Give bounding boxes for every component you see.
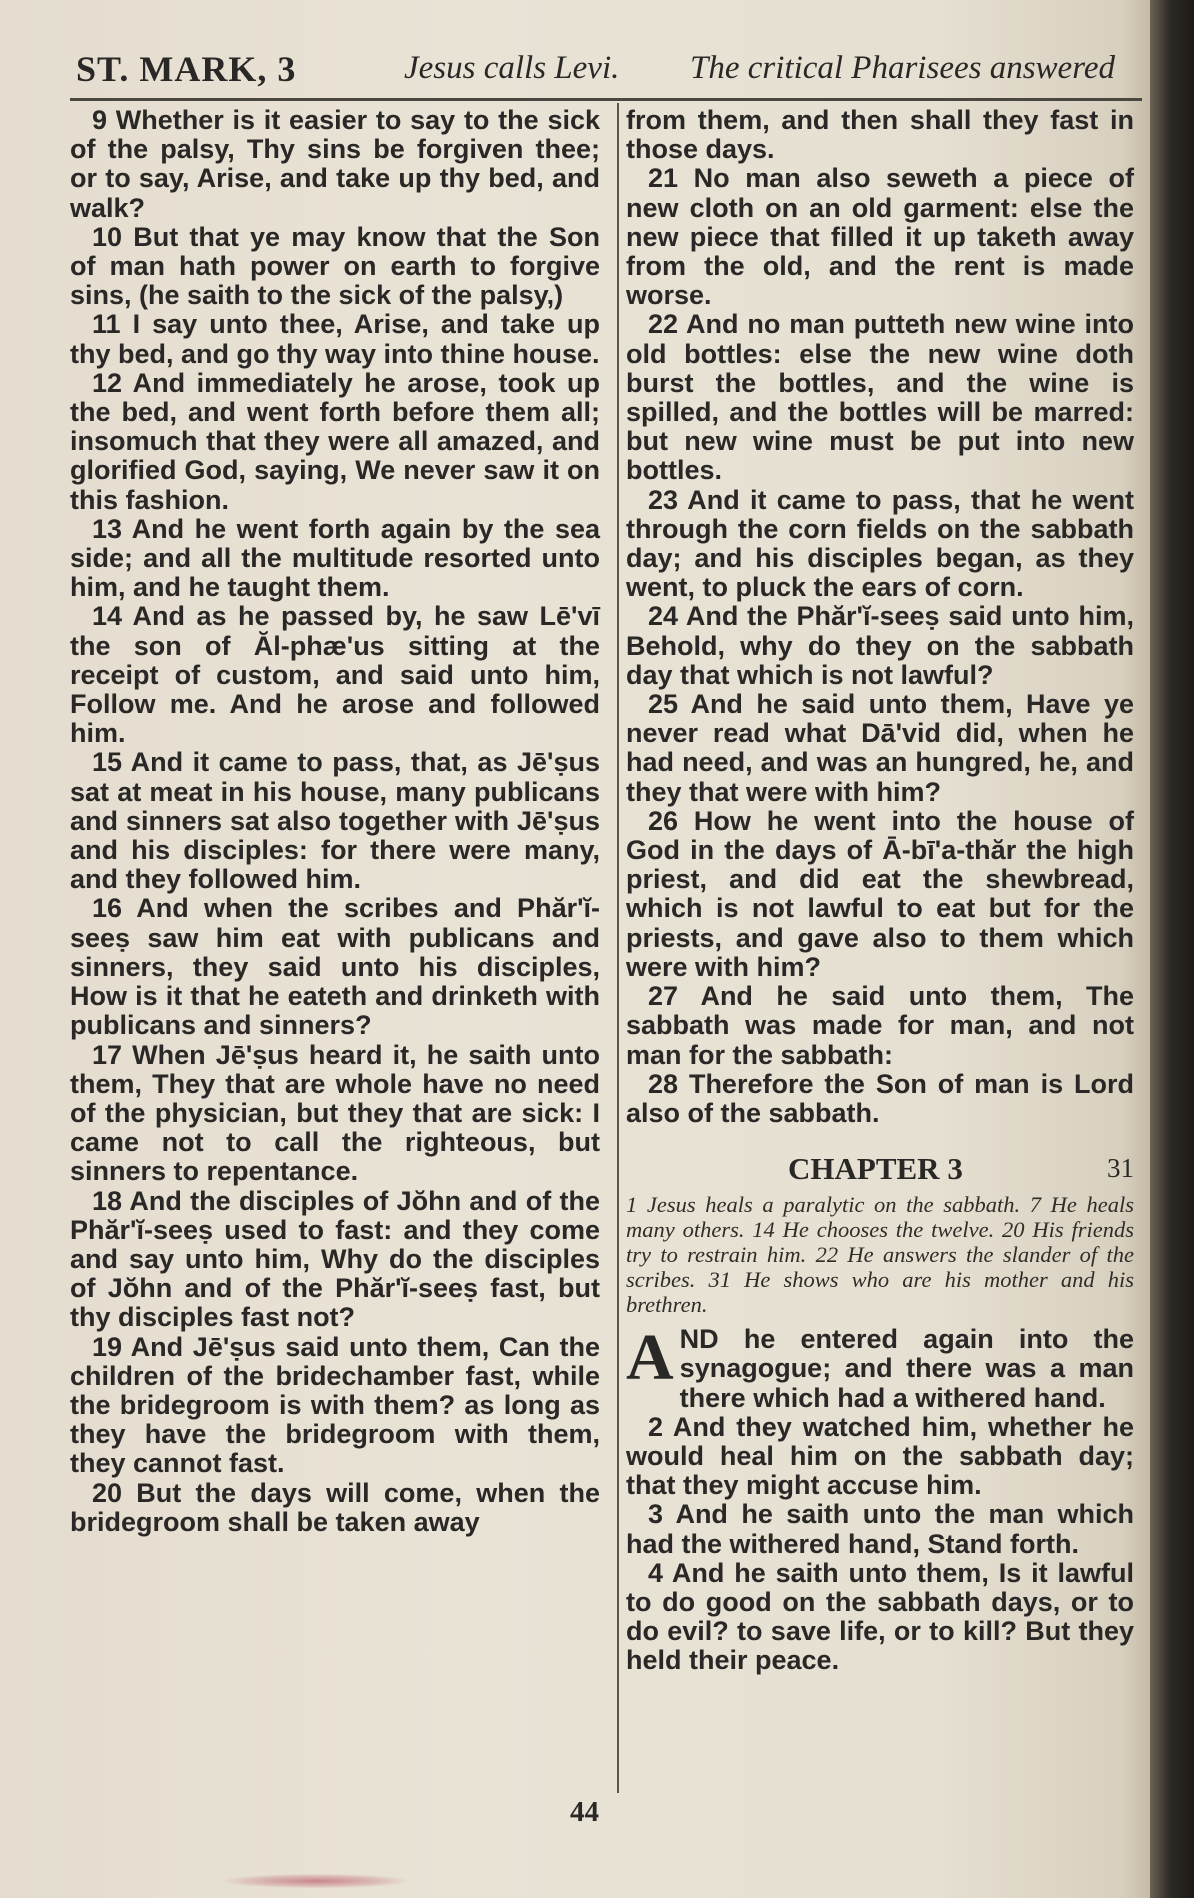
header-topic-right: The critical Pharisees answered xyxy=(690,50,1115,86)
book-chapter-label: ST. MARK, 3 xyxy=(76,49,297,89)
page-number: 44 xyxy=(570,1796,599,1828)
verse: 13 And he went forth again by the sea side; and all the multitude resorted unto him, and he taught them. xyxy=(70,513,600,603)
verse: 9 Whether is it easier to say to the sick of the palsy, Thy sins be forgiven thee; or to say, Arise, and take up thy bed, and walk? xyxy=(70,105,600,223)
left-column xyxy=(70,106,600,1537)
verse: 22 And no man putteth new wine into old bottles: else the new wine doth burst the bottles, and the wine is spilled, and the bottles will be marred: but new wine must be put into new bottles. xyxy=(626,309,1134,486)
verse: 28 Therefore the Son of man is Lord also of the sabbath. xyxy=(626,1068,1134,1128)
chapter-side-number: 31 xyxy=(1107,1153,1134,1184)
verse: 20 But the days will come, when the bridegroom shall be taken away xyxy=(70,1477,600,1537)
verse: 16 And when the scribes and Phăr'ĭ-seeṣ saw him eat with publicans and sinners, they said unto his disciples, How is it that he eateth and drinketh with publicans and sinners? xyxy=(70,893,600,1041)
verse: 11 I say unto thee, Arise, and take up thy bed, and go thy way into thine house. xyxy=(70,309,600,369)
verse-continuation: from them, and then shall they fast in those days. xyxy=(626,105,1134,165)
verse: 25 And he said unto them, Have ye never read what Dā'vid did, when he had need, and was an hungred, he, and they that were with him? xyxy=(626,689,1134,807)
verse: 27 And he said unto them, The sabbath was made for man, and not man for the sabbath: xyxy=(626,981,1134,1070)
chapter-summary xyxy=(626,1192,1134,1317)
column-divider xyxy=(617,103,619,1793)
chapter-heading xyxy=(626,1151,1134,1188)
book-spine-shadow xyxy=(1150,0,1194,1898)
verse: 2 And they watched him, whether he would heal him on the sabbath day; that they might accuse him. xyxy=(626,1411,1134,1501)
verse: 18 And the disciples of Jŏhn and of the Phăr'ĭ-seeṣ used to fast: and they come and say unto him, Why do the disciples of Jŏhn and of the Phăr'ĭ-seeṣ fast, but thy disciples fast not? xyxy=(70,1185,600,1333)
verse: 12 And immediately he arose, took up the bed, and went forth before them all; insomuch that they were all amazed, and glorified God, saying, We never saw it on this fashion. xyxy=(70,367,600,515)
verse: 17 When Jē'ṣus heard it, he saith unto them, They that are whole have no need of the physician, but they that are sick: I came not to call the righteous, but sinners to repentance. xyxy=(70,1039,600,1187)
right-column xyxy=(626,106,1134,1676)
header-topic-center: Jesus calls Levi. xyxy=(404,50,620,86)
verse: 24 And the Phăr'ĭ-seeṣ said unto him, Behold, why do they on the sabbath day that which is not lawful? xyxy=(626,601,1134,690)
verse: 14 And as he passed by, he saw Lē'vī the son of Ăl-phæ'us sitting at the receipt of custom, and said unto him, Follow me. And he arose and followed him. xyxy=(70,601,600,749)
verse: 23 And it came to pass, that he went through the corn fields on the sabbath day; and his disciples began, as they went, to pluck the ears of corn. xyxy=(626,484,1134,603)
drop-cap: A xyxy=(626,1321,674,1395)
running-header xyxy=(76,44,1136,96)
header-rule xyxy=(70,98,1142,101)
verse: 4 And he saith unto them, Is it lawful to do good on the sabbath days, or to do evil? to save life, or to kill? But they held their peace. xyxy=(626,1557,1134,1676)
verse: 3 And he saith unto the man which had the withered hand, Stand forth. xyxy=(626,1499,1134,1559)
chapter-first-verse xyxy=(626,1321,1134,1413)
first-verse-text: ND he entered again into the synagogue; and there was a man there which had a withered hand. xyxy=(679,1324,1134,1413)
chapter-title: CHAPTER 3 xyxy=(788,1151,963,1187)
verse: 10 But that ye may know that the Son of man hath power on earth to forgive sins, (he saith to the sick of the palsy,) xyxy=(70,221,600,311)
verse: 21 No man also seweth a piece of new cloth on an old garment: else the new piece that filled it up taketh away from the old, and the rent is made worse. xyxy=(626,163,1134,311)
chapter-summary-text: 1 Jesus heals a paralytic on the sabbath. 7 He heals many others. 14 He chooses the twelve. 20 His friends try to restrain him. 22 He answers the slander of the scribes. 31 He shows who are his mother and his brethren. xyxy=(626,1192,1134,1318)
page-stain xyxy=(226,1874,406,1888)
verse: 19 And Jē'ṣus said unto them, Can the children of the bridechamber fast, while the bridegroom is with them? as long as they have the bridegroom with them, they cannot fast. xyxy=(70,1331,600,1479)
verse: 15 And it came to pass, that, as Jē'ṣus sat at meat in his house, many publicans and sinners sat also together with Jē'ṣus and his disciples: for there were many, and they followed him. xyxy=(70,747,600,895)
verse: 26 How he went into the house of God in the days of Ā-bī'a-thăr the high priest, and did eat the shewbread, which is not lawful to eat but for the priests, and gave also to them which were with him? xyxy=(626,805,1134,982)
